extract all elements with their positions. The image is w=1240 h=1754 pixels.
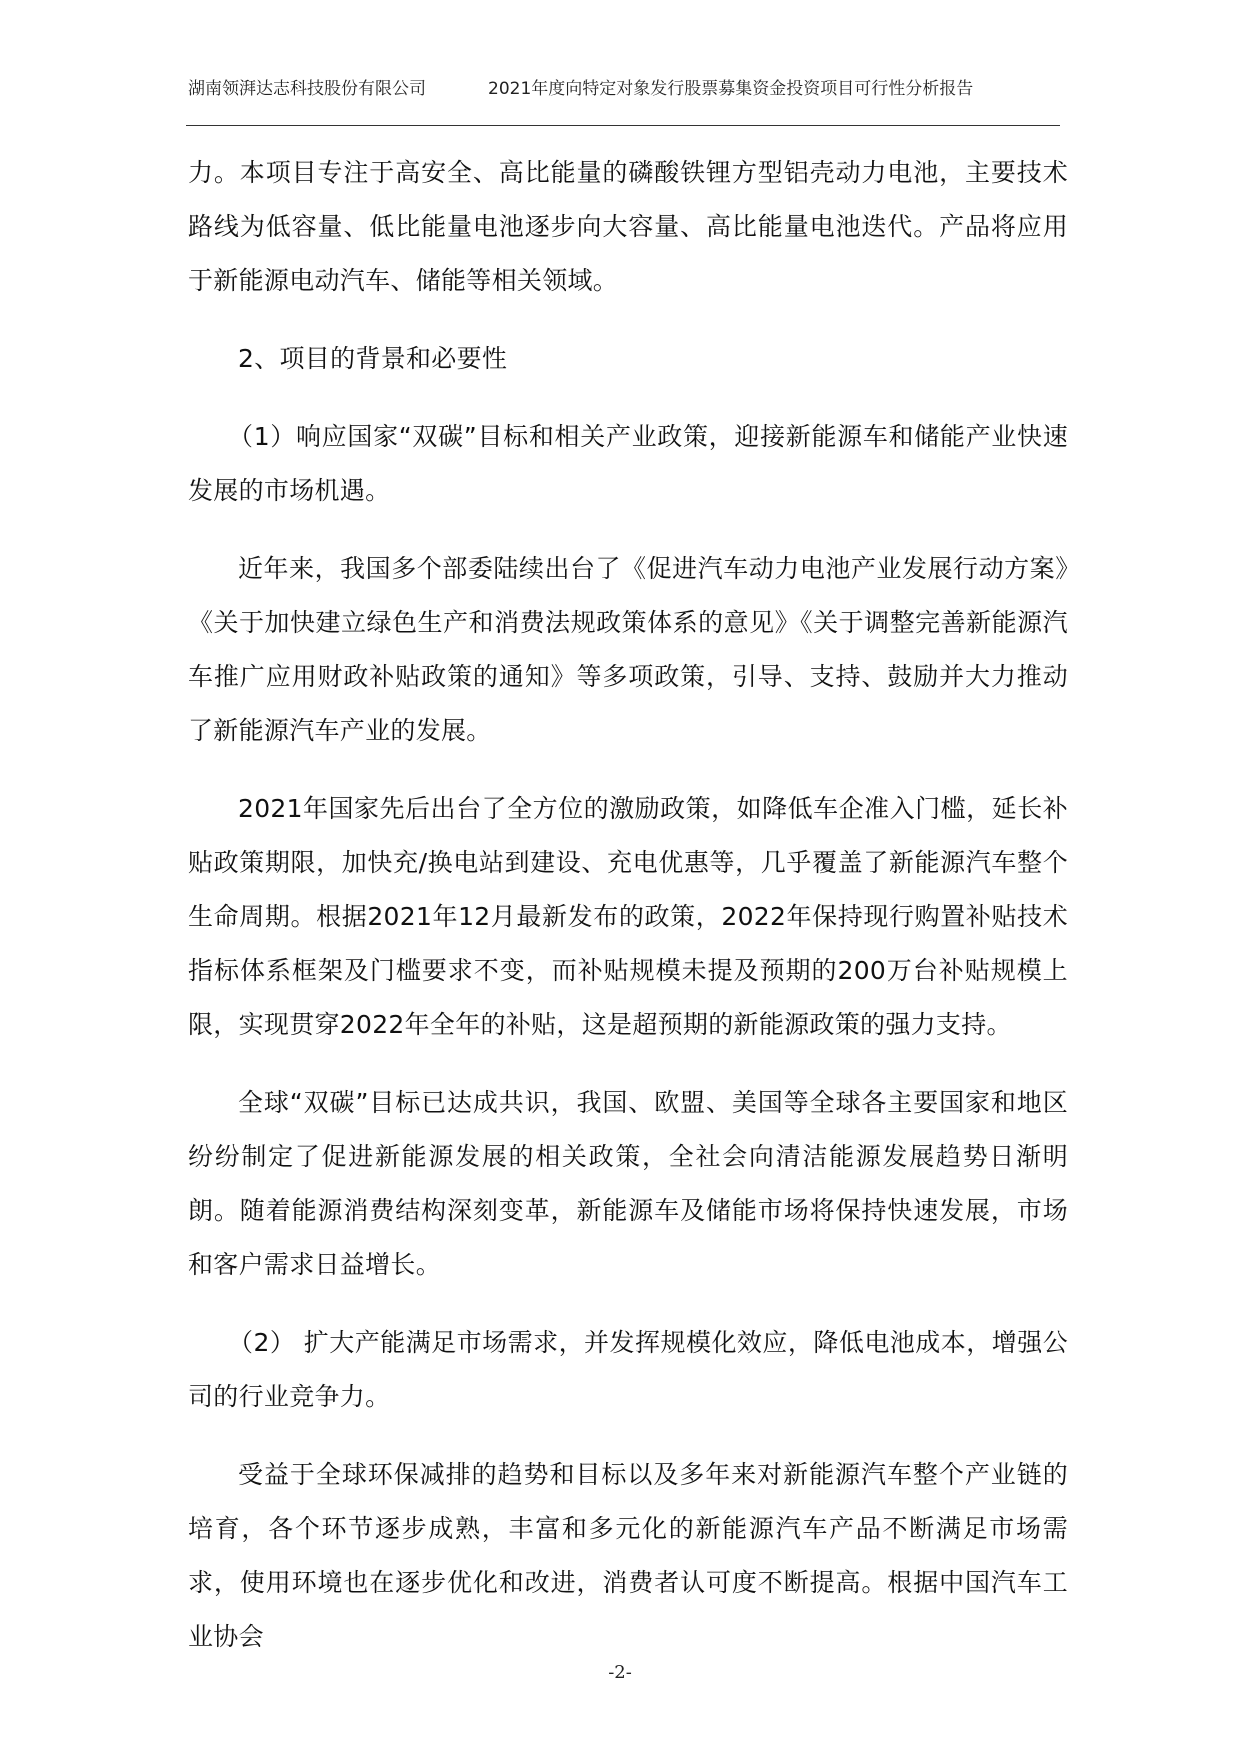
document-body	[188, 146, 1068, 1664]
page-header	[188, 74, 1058, 104]
header-company: 湖南领湃达志科技股份有限公司	[188, 79, 426, 99]
paragraph-policies: 近年来，我国多个部委陆续出台了《促进汽车动力电池产业发展行动方案》《关于加快建立绿色生产和消费法规政策体系的意见》《关于调整完善新能源汽车推广应用财政补贴政策的通知》等多项政策，引导、支持、鼓励并大力推动了新能源汽车产业的发展。	[188, 554, 1068, 745]
header-divider	[186, 125, 1060, 126]
page-number: -2-	[608, 1662, 632, 1683]
subsection-heading-1: （1）响应国家“双碳”目标和相关产业政策，迎接新能源车和储能产业快速发展的市场机遇。	[188, 422, 1068, 505]
paragraph-continuation: 力。本项目专注于高安全、高比能量的磷酸铁锂方型铝壳动力电池，主要技术路线为低容量、低比能量电池逐步向大容量、高比能量电池迭代。产品将应用于新能源电动汽车、储能等相关领域。	[188, 158, 1068, 295]
paragraph-industry-chain: 受益于全球环保减排的趋势和目标以及多年来对新能源汽车整个产业链的培育，各个环节逐步成熟，丰富和多元化的新能源汽车产品不断满足市场需求，使用环境也在逐步优化和改进，消费者认可度不断提高。根据中国汽车工业协会	[188, 1460, 1068, 1651]
subsection-heading-2: （2） 扩大产能满足市场需求，并发挥规模化效应，降低电池成本，增强公司的行业竞争力。	[188, 1328, 1068, 1411]
paragraph-dual-carbon: 全球“双碳”目标已达成共识，我国、欧盟、美国等全球各主要国家和地区纷纷制定了促进新能源发展的相关政策，全社会向清洁能源发展趋势日渐明朗。随着能源消费结构深刻变革，新能源车及储能市场将保持快速发展，市场和客户需求日益增长。	[188, 1088, 1068, 1279]
paragraph-2021-incentives: 2021年国家先后出台了全方位的激励政策，如降低车企准入门槛，延长补贴政策期限，加快充/换电站到建设、充电优惠等，几乎覆盖了新能源汽车整个生命周期。根据2021年12月最新发布的政策，2022年保持现行购置补贴技术指标体系框架及门槛要求不变，而补贴规模未提及预期的200万台补贴规模上限，实现贯穿2022年全年的补贴，这是超预期的新能源政策的强力支持。	[188, 794, 1068, 1039]
section-heading: 2、项目的背景和必要性	[238, 344, 508, 373]
header-report-title: 2021年度向特定对象发行股票募集资金投资项目可行性分析报告	[488, 79, 974, 99]
